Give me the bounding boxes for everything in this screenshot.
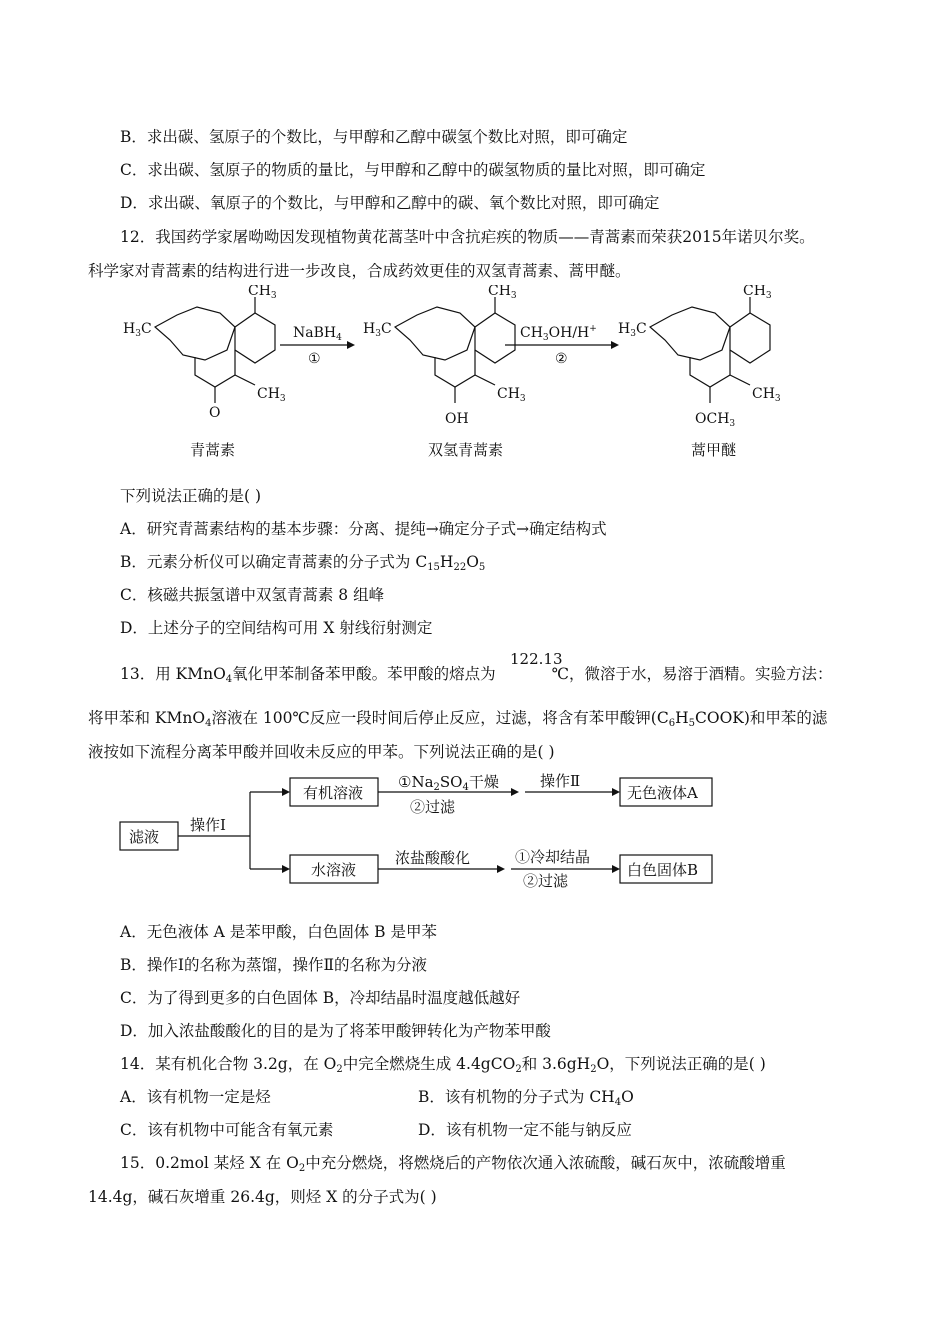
label-liquid-a: 无色液体A xyxy=(627,784,698,802)
q12-stem-line1: 12．我国药学家屠呦呦因发现植物黄花蒿茎叶中含抗疟疾的物质——青蒿素而荣获2015年诺贝尔奖。 xyxy=(120,228,815,246)
mol1-h3c-label: $H_3C$ xyxy=(123,321,152,339)
mol3-ch3-top-label: $CH_3$ xyxy=(743,285,772,301)
label-acid: 浓盐酸酸化 xyxy=(395,849,471,867)
q14-stem: 14．某有机化合物 3.2g，在 $O_2$中完全燃烧生成 4.4gCO$_2$和 $3.6gH_2O$，下列说法正确的是( ) xyxy=(120,1055,766,1075)
q12-question: 下列说法正确的是( ) xyxy=(120,487,262,505)
molecule-reaction-scheme xyxy=(115,285,795,465)
mol2-h3c-label: $H_3C$ xyxy=(363,321,392,339)
label-cool: ①冷却结晶 xyxy=(515,848,591,866)
molecule-name-artemether: 蒿甲醚 xyxy=(691,441,737,459)
q14-option-a: A．该有机物一定是烃 xyxy=(120,1088,271,1106)
q12-option-b: B．元素分析仪可以确定青蒿素的分子式为 $C_{15}H_{22}O_5$ xyxy=(120,553,486,573)
molecule-name-dihydroartemisinin: 双氢青蒿素 xyxy=(428,441,504,459)
mol2-ch3-bottom-label: $CH_3$ xyxy=(497,386,526,404)
step-1-label: ① xyxy=(308,351,321,367)
q12-option-d: D．上述分子的空间结构可用 X 射线衍射测定 xyxy=(120,619,433,637)
mol1-ch3-bottom-label: $CH_3$ xyxy=(257,386,286,404)
reagent-1: NaBH$_4$ xyxy=(293,325,342,343)
label-organic: 有机溶液 xyxy=(303,784,364,802)
q11-option-d: D．求出碳、氧原子的个数比，与甲醇和乙醇中的碳、氧个数比对照，即可确定 xyxy=(120,194,660,212)
label-op1: 操作Ⅰ xyxy=(190,816,226,834)
q12-option-c: C．核磁共振氢谱中双氢青蒿素 8 组峰 xyxy=(120,586,385,604)
q12-option-a: A．研究青蒿素结构的基本步骤：分离、提纯→确定分子式→确定结构式 xyxy=(120,520,607,538)
q13-option-c: C．为了得到更多的白色固体 B，冷却结晶时温度越低越好 xyxy=(120,989,521,1007)
q14-option-b: B．该有机物的分子式为 $CH_4O$ xyxy=(418,1088,634,1108)
mol2-oh-label: OH xyxy=(445,411,469,427)
q14-option-d: D．该有机物一定不能与钠反应 xyxy=(418,1121,632,1139)
mol3-ch3-bottom-label: $CH_3$ xyxy=(752,386,781,404)
reagent-2: $CH_3OH/H^+$ xyxy=(520,324,597,343)
q13-stem-line2: 将甲苯和 KMnO$_4$溶液在 100℃反应一段时间后停止反应，过滤，将含有苯甲酸钾$(C_6H_5COOK)$和甲苯的滤 xyxy=(88,709,828,729)
melting-point-value: 122.13 xyxy=(510,650,563,668)
mol3-och3-label: $OCH_3$ xyxy=(695,411,736,429)
q13-stem-line1: 13．用 KMnO$_4$氧化甲苯制备苯甲酸。苯甲酸的熔点为 ℃，微溶于水，易溶于酒精。实验方法： xyxy=(120,665,833,685)
mol3-h3c-label: $H_3C$ xyxy=(618,321,647,339)
q13-option-d: D．加入浓盐酸酸化的目的是为了将苯甲酸钾转化为产物苯甲酸 xyxy=(120,1022,551,1040)
q15-stem-line1: 15．0.2mol 某烃 X 在 $O_2$中充分燃烧，将燃烧后的产物依次通入浓硫酸，碱石灰中，浓硫酸增重 xyxy=(120,1154,786,1174)
mol1-ch3-top-label: $CH_3$ xyxy=(248,285,277,301)
step-2-label: ② xyxy=(555,351,568,367)
q13-option-a: A．无色液体 A 是苯甲酸，白色固体 B 是甲苯 xyxy=(120,923,437,941)
molecule-name-artemisinin: 青蒿素 xyxy=(190,441,236,459)
label-solid-b: 白色固体B xyxy=(627,861,699,879)
q13-stem-line3: 液按如下流程分离苯甲酸并回收未反应的甲苯。下列说法正确的是( ) xyxy=(88,743,555,761)
mol2-ch3-top-label: $CH_3$ xyxy=(488,285,517,301)
label-op2: 操作Ⅱ xyxy=(540,772,581,790)
q13-option-b: B．操作Ⅰ的名称为蒸馏，操作Ⅱ的名称为分液 xyxy=(120,956,428,974)
label-filter1: ②过滤 xyxy=(410,798,456,816)
q11-option-b: B．求出碳、氢原子的个数比，与甲醇和乙醇中碳氢个数比对照，即可确定 xyxy=(120,128,628,146)
label-aqueous: 水溶液 xyxy=(311,861,357,879)
label-filtrate: 滤液 xyxy=(129,828,160,846)
label-dry: $①Na_2SO_4$干燥 xyxy=(398,773,499,793)
mol1-carbonyl-o-label: O xyxy=(209,405,221,421)
q14-option-c: C．该有机物中可能含有氧元素 xyxy=(120,1121,334,1139)
q11-option-c: C．求出碳、氢原子的物质的量比，与甲醇和乙醇中的碳氢物质的量比对照，即可确定 xyxy=(120,161,706,179)
label-filter2: ②过滤 xyxy=(523,872,569,890)
q15-stem-line2: 14.4g，碱石灰增重 26.4g，则烃 X 的分子式为( ) xyxy=(88,1188,437,1206)
q12-stem-line2: 科学家对青蒿素的结构进行进一步改良，合成药效更佳的双氢青蒿素、蒿甲醚。 xyxy=(88,262,631,280)
separation-flowchart xyxy=(115,770,725,890)
